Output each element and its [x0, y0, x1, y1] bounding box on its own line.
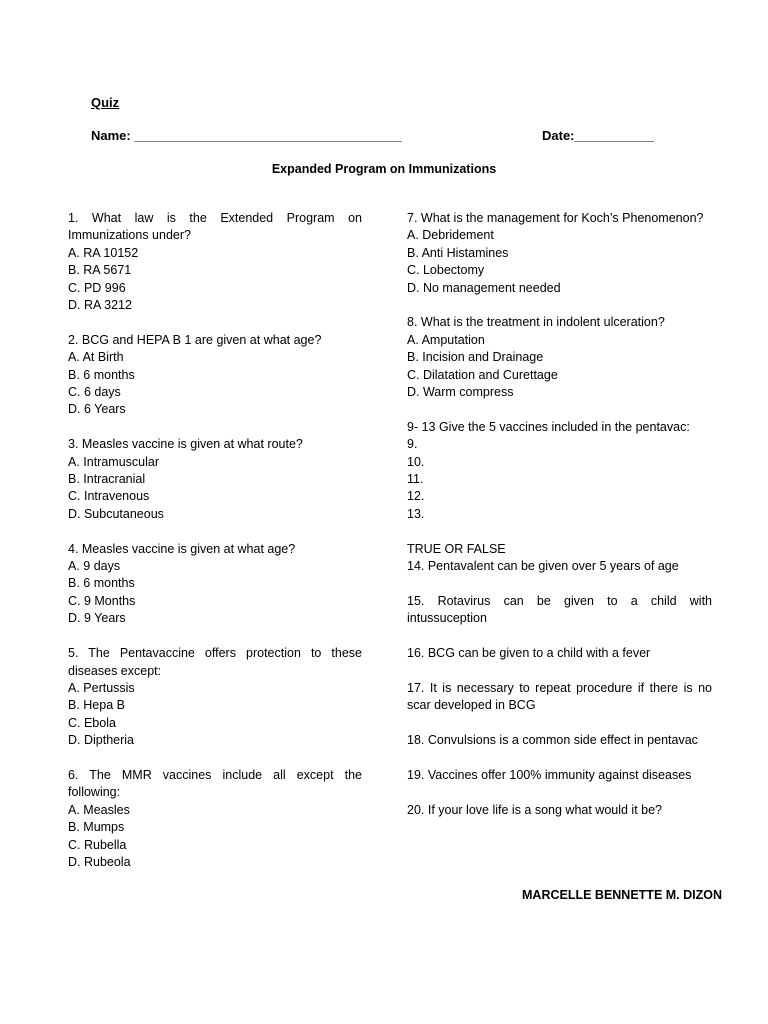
option: C. Dilatation and Curettage [407, 367, 558, 382]
question-text: 20. If your love life is a song what would it be? [407, 802, 663, 817]
question-16 [407, 645, 712, 662]
option: B. 6 months [68, 576, 135, 591]
question-17 [407, 680, 712, 715]
option: C. Rubella [68, 837, 127, 852]
option: D. RA 3212 [68, 298, 132, 313]
option: C. Ebola [68, 715, 116, 730]
question-15 [407, 593, 712, 628]
document-title: Expanded Program on Immunizations [271, 162, 497, 176]
right-question-column [407, 210, 712, 836]
section-heading: TRUE OR FALSE [407, 541, 506, 556]
question-7 [407, 210, 712, 297]
option: A. Measles [68, 802, 130, 817]
option: D. No management needed [407, 280, 561, 295]
left-question-column [68, 210, 362, 889]
true-false-section [407, 541, 712, 576]
question-19 [407, 767, 712, 784]
option: B. Hepa B [68, 698, 125, 713]
option: B. 6 months [68, 367, 135, 382]
option: A. At Birth [68, 350, 124, 365]
option: C. Intravenous [68, 489, 150, 504]
option: D. 6 Years [68, 402, 126, 417]
option: A. 9 days [68, 559, 121, 574]
answer-line: 13. [407, 506, 425, 521]
author-signature: MARCELLE BENNETTE M. DIZON [522, 888, 722, 902]
option: D. 9 Years [68, 611, 126, 626]
question-text: 6. The MMR vaccines include all except the following: [68, 767, 362, 800]
question-2 [68, 332, 362, 419]
option: B. Anti Histamines [407, 245, 509, 260]
option: C. 9 Months [68, 593, 136, 608]
option: C. PD 996 [68, 280, 126, 295]
option: D. Diptheria [68, 733, 134, 748]
option: D. Warm compress [407, 385, 514, 400]
question-text: 18. Convulsions is a common side effect in pentavac [407, 733, 698, 748]
question-text: 7. What is the management for Koch’s Phenomenon? [407, 211, 704, 225]
option: D. Rubeola [68, 854, 131, 869]
name-field: Name: _____________________________________ [91, 128, 402, 143]
answer-line: 11. [407, 472, 424, 487]
question-5 [68, 645, 362, 749]
question-3 [68, 436, 362, 523]
option: B. Intracranial [68, 472, 146, 487]
option: D. Subcutaneous [68, 506, 164, 521]
question-text: 17. It is necessary to repeat procedure if there is no scar developed in BCG [407, 680, 712, 713]
question-text: 3. Measles vaccine is given at what route? [68, 437, 303, 452]
question-text: 9- 13 Give the 5 vaccines included in the pentavac: [407, 419, 690, 434]
question-text: 4. Measles vaccine is given at what age? [68, 541, 296, 556]
question-14: 14. Pentavalent can be given over 5 years of age [407, 559, 679, 574]
option: B. Incision and Drainage [407, 350, 544, 365]
option: A. Pertussis [68, 680, 135, 695]
option: A. RA 10152 [68, 245, 139, 260]
question-text: 5. The Pentavaccine offers protection to these diseases except: [68, 646, 362, 678]
option: A. Intramuscular [68, 454, 160, 469]
question-text: 2. BCG and HEPA B 1 are given at what age? [68, 332, 322, 347]
option: A. Debridement [407, 228, 494, 243]
question-text: 8. What is the treatment in indolent ulceration? [407, 315, 665, 330]
question-20 [407, 802, 712, 819]
option: C. Lobectomy [407, 263, 485, 278]
question-4 [68, 541, 362, 628]
option: B. Mumps [68, 820, 125, 835]
question-1 [68, 210, 362, 314]
quiz-label: Quiz [91, 95, 120, 110]
date-field: Date:___________ [542, 128, 655, 143]
option: C. 6 days [68, 385, 121, 400]
question-text: 15. Rotavirus can be given to a child with intussuception [407, 593, 712, 626]
question-text: 16. BCG can be given to a child with a fever [407, 646, 651, 661]
question-text: 19. Vaccines offer 100% immunity against diseases [407, 767, 692, 782]
answer-line: 12. [407, 489, 425, 504]
answer-line: 10. [407, 454, 425, 469]
option: B. RA 5671 [68, 263, 132, 278]
question-18 [407, 732, 712, 749]
question-6 [68, 767, 362, 871]
question-text: 1. What law is the Extended Program on Immunizations under? [68, 211, 362, 243]
option: A. Amputation [407, 332, 485, 347]
question-9-13 [407, 419, 712, 523]
answer-line: 9. [407, 437, 418, 452]
question-8 [407, 314, 712, 401]
